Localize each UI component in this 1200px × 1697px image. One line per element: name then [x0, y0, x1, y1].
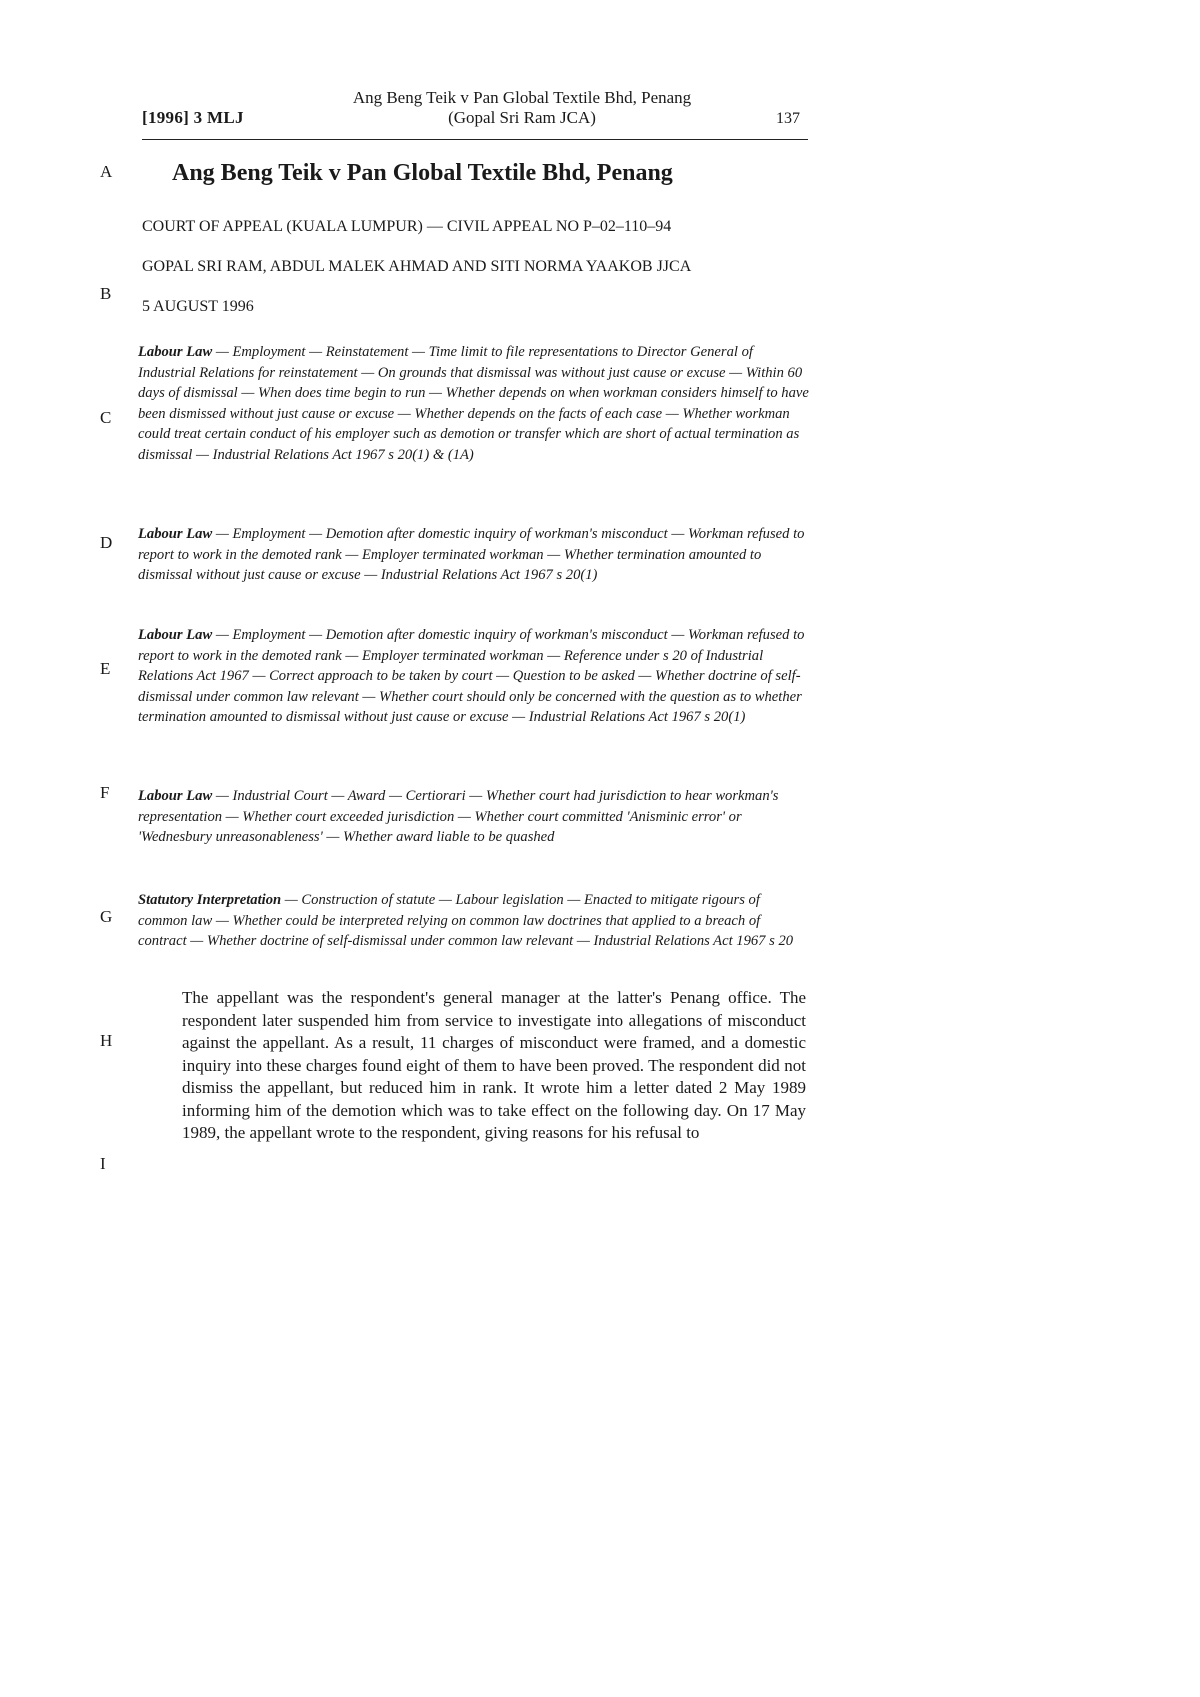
catchword-2	[138, 524, 812, 586]
catchword-3	[138, 625, 812, 728]
margin-letter-d: D	[100, 533, 113, 552]
header-page-number: 137	[776, 110, 800, 127]
margin-letter-g: G	[100, 907, 113, 926]
catchword-text: — Employment — Reinstatement — Time limit to file representations to Director General of Industrial Relations for reinstatement — On grounds that dismissal was without just cause or excuse — Within 60 days of dismissal — When does time begin to run — Whether depends on when workman considers himself to have been dismissed without just cause or excuse — Whether depends on the facts of each case — Whether workman could treat certain conduct of his employer such as demotion or transfer which are short of actual termination as dismissal — Industrial Relations Act 1967 s 20(1) & (1A)	[138, 344, 809, 463]
margin-letter-c: C	[100, 408, 112, 427]
header-case-name	[262, 88, 782, 128]
header-rule	[142, 139, 808, 140]
margin-letter-f: F	[100, 783, 110, 802]
decision-date: 5 AUGUST 1996	[142, 298, 254, 315]
case-title: Ang Beng Teik v Pan Global Textile Bhd, Penang	[172, 160, 673, 186]
catchword-subject: Labour Law	[138, 526, 213, 542]
catchword-text: — Industrial Court — Award — Certiorari — Whether court had jurisdiction to hear workman's representation — Whether court exceeded jurisdiction — Whether court committed 'Anisminic error' or 'Wednesbury unreasonableness' — Whether award liable to be quashed	[138, 788, 779, 845]
header-case-line2: (Gopal Sri Ram JCA)	[448, 108, 596, 127]
margin-letter-a: A	[100, 162, 113, 181]
header-case-line1: Ang Beng Teik v Pan Global Textile Bhd, Penang	[352, 88, 692, 107]
catchword-text: — Employment — Demotion after domestic inquiry of workman's misconduct — Workman refused to report to work in the demoted rank — Employer terminated workman — Whether termination amounted to dismissal without just cause or excuse — Industrial Relations Act 1967 s 20(1)	[138, 526, 805, 583]
margin-letter-i: I	[100, 1154, 106, 1173]
catchword-subject: Statutory Interpretation	[138, 892, 282, 908]
court-line: COURT OF APPEAL (KUALA LUMPUR) — CIVIL APPEAL NO P–02–110–94	[142, 218, 672, 235]
judges-line: GOPAL SRI RAM, ABDUL MALEK AHMAD AND SITI NORMA YAAKOB JJCA	[142, 258, 692, 275]
headnote-paragraph: The appellant was the respondent's general manager at the latter's Penang office. The respondent later suspended him from service to investigate into allegations of misconduct against the appellant. As a result, 11 charges of misconduct were framed, and a domestic inquiry into these charges found eight of them to have been proved. The respondent did not dismiss the appellant, but reduced him in rank. It wrote him a letter dated 2 May 1989 informing him of the demotion which was to take effect on the following day. On 17 May 1989, the appellant wrote to the respondent, giving reasons for his refusal to	[182, 988, 806, 1142]
catchword-5	[138, 890, 812, 952]
catchword-text: — Employment — Demotion after domestic inquiry of workman's misconduct — Workman refused to report to work in the demoted rank — Employer terminated workman — Reference under s 20 of Industrial Relations Act 1967 — Correct approach to be taken by court — Question to be asked — Whether doctrine of self-dismissal under common law relevant — Whether court should only be concerned with the question as to whether termination amounted to dismissal without just cause or excuse — Industrial Relations Act 1967 s 20(1)	[138, 627, 805, 725]
catchword-4	[138, 786, 812, 848]
margin-letter-e: E	[100, 659, 111, 678]
margin-letter-b: B	[100, 284, 112, 303]
catchword-text: — Construction of statute — Labour legislation — Enacted to mitigate rigours of common law — Whether could be interpreted relying on common law doctrines that applied to a breach of contract — Whether doctrine of self-dismissal under common law relevant — Industrial Relations Act 1967 s 20	[138, 892, 794, 949]
margin-letter-h: H	[100, 1031, 113, 1050]
catchword-subject: Labour Law	[138, 344, 213, 360]
catchword-subject: Labour Law	[138, 627, 213, 643]
catchword-subject: Labour Law	[138, 788, 213, 804]
header-citation: [1996] 3 MLJ	[142, 108, 244, 127]
catchword-1	[138, 342, 812, 465]
